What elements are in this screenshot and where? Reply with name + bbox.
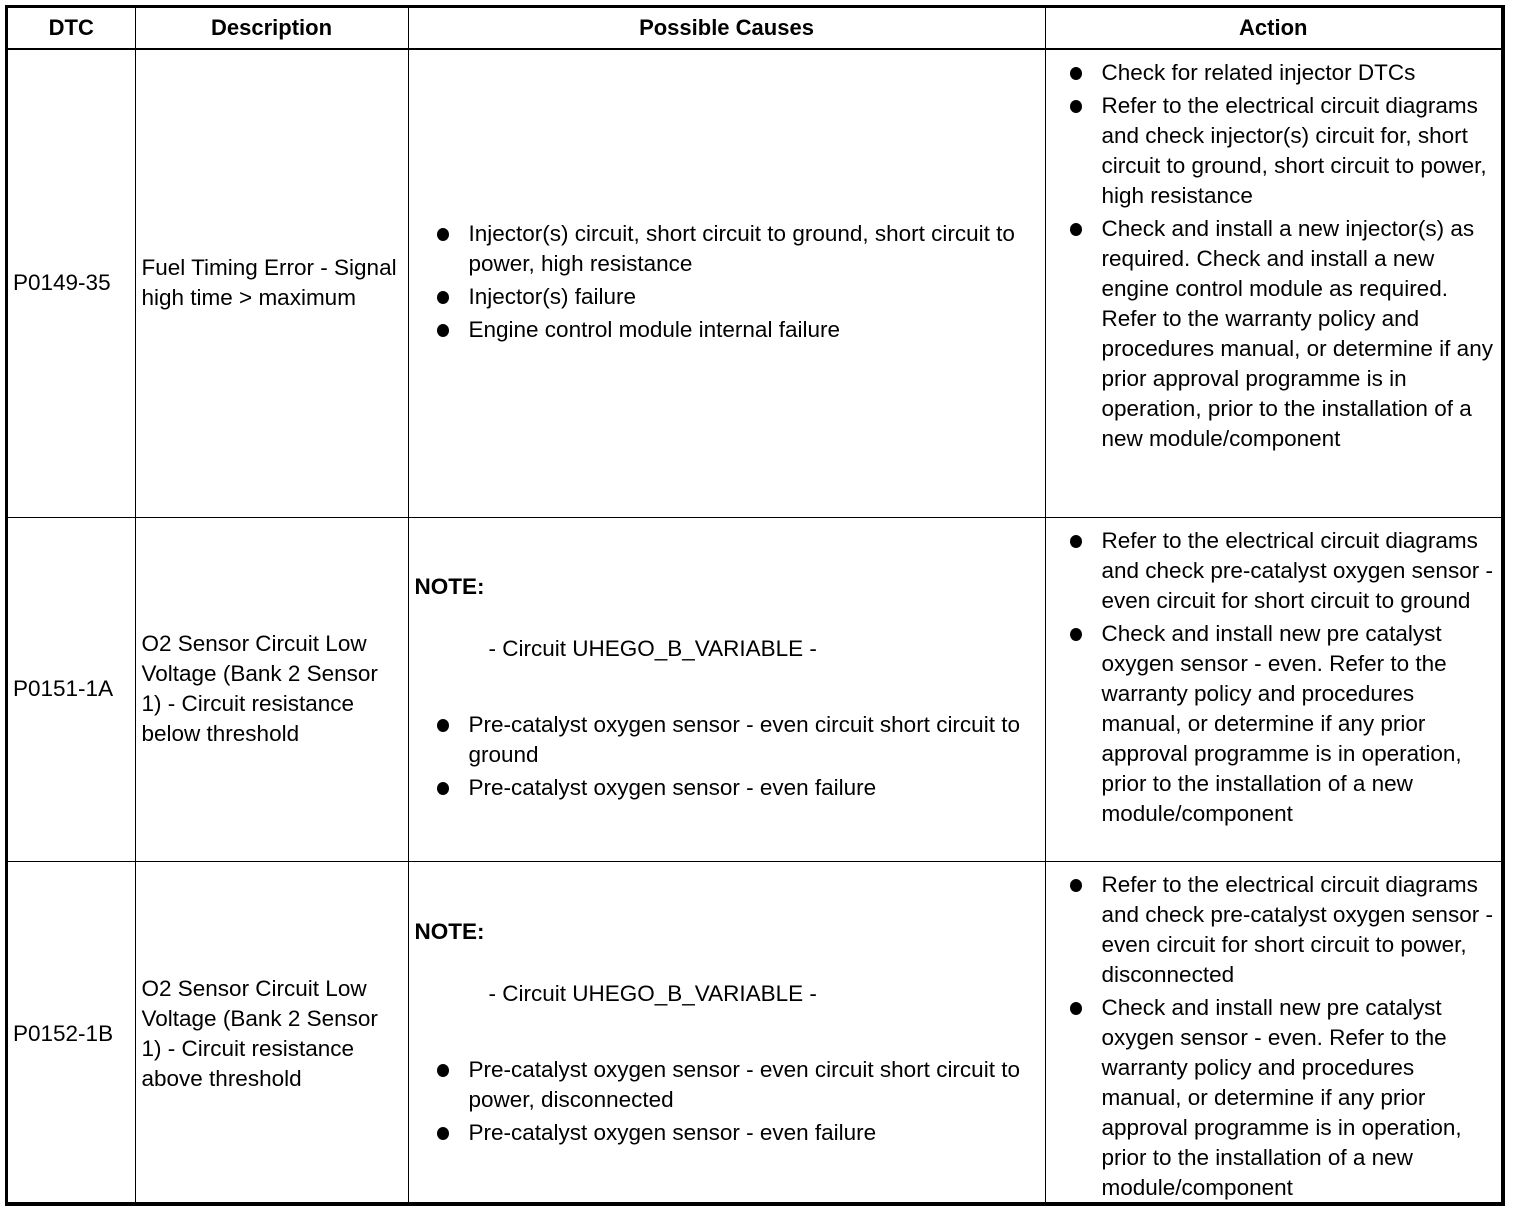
list-item: Pre-catalyst oxygen sensor - even failure <box>435 1118 1035 1148</box>
dtc-code: P0149-35 <box>8 49 135 517</box>
action-cell <box>1045 517 1501 861</box>
possible-causes-list <box>415 219 1035 345</box>
bullet-icon <box>1070 100 1082 113</box>
list-item: Pre-catalyst oxygen sensor - even failure <box>435 773 1035 803</box>
header-possible-causes: Possible Causes <box>408 8 1045 49</box>
list-item: Check and install new pre catalyst oxygen sensor - even. Refer to the warranty policy and procedures manual, or determine if any prior approval programme is in operation, prior to the installation of a new module/component <box>1068 993 1496 1203</box>
note-label: NOTE: <box>414 918 485 944</box>
dtc-description: O2 Sensor Circuit Low Voltage (Bank 2 Sensor 1) - Circuit resistance below threshold <box>135 517 408 861</box>
bullet-icon <box>437 291 449 304</box>
list-item: Check for related injector DTCs <box>1068 58 1496 88</box>
bullet-icon <box>437 782 449 795</box>
list-item: Refer to the electrical circuit diagrams and check pre-catalyst oxygen sensor - even circuit for short circuit to ground <box>1068 526 1496 616</box>
table-row <box>8 861 1501 1206</box>
dtc-table <box>8 8 1501 1206</box>
list-item: Check and install a new injector(s) as required. Check and install a new engine control module as required. Refer to the warranty policy and procedures manual, or determine if any prior approval programme is in operation, prior to the installation of a new module/component <box>1068 214 1496 454</box>
list-item: Injector(s) circuit, short circuit to ground, short circuit to power, high resistance <box>435 219 1035 279</box>
table-header-row <box>8 8 1501 49</box>
possible-causes-list <box>415 710 1035 803</box>
header-description: Description <box>135 8 408 49</box>
action-list <box>1068 870 1496 1203</box>
list-item: Engine control module internal failure <box>435 315 1035 345</box>
possible-causes-cell <box>408 49 1045 517</box>
note-label: NOTE: <box>414 574 485 599</box>
action-cell <box>1045 49 1501 517</box>
bullet-icon <box>437 1127 449 1140</box>
possible-causes-cell <box>408 861 1045 1206</box>
dtc-code: P0151-1A <box>8 517 135 861</box>
action-list <box>1068 58 1496 454</box>
bullet-icon <box>437 719 449 732</box>
list-item: Refer to the electrical circuit diagrams and check pre-catalyst oxygen sensor - even circuit for short circuit to power, disconnected <box>1068 870 1496 990</box>
bullet-icon <box>1070 223 1082 236</box>
bullet-icon <box>437 1064 449 1077</box>
bullet-icon <box>1070 879 1082 892</box>
bullet-icon <box>1070 67 1082 80</box>
bullet-icon <box>1070 1002 1082 1015</box>
action-cell <box>1045 861 1501 1206</box>
bullet-icon <box>437 324 449 337</box>
dtc-table-frame <box>5 5 1505 1206</box>
table-row <box>8 49 1501 517</box>
bullet-icon <box>1070 535 1082 548</box>
header-dtc: DTC <box>8 8 135 49</box>
list-item: Pre-catalyst oxygen sensor - even circuit short circuit to ground <box>435 710 1035 770</box>
list-item: Refer to the electrical circuit diagrams and check injector(s) circuit for, short circuit to ground, short circuit to power, high resistance <box>1068 91 1496 211</box>
header-action: Action <box>1045 8 1501 49</box>
list-item: Injector(s) failure <box>435 282 1035 312</box>
bullet-icon <box>437 228 449 241</box>
possible-causes-list <box>415 1055 1035 1148</box>
list-item: Check and install new pre catalyst oxygen sensor - even. Refer to the warranty policy and procedures manual, or determine if any prior approval programme is in operation, prior to the installation of a new module/component <box>1068 619 1496 829</box>
dtc-description: Fuel Timing Error - Signal high time > maximum <box>135 49 408 517</box>
dtc-code: P0152-1B <box>8 861 135 1206</box>
possible-causes-cell <box>408 517 1045 861</box>
list-item: Pre-catalyst oxygen sensor - even circuit short circuit to power, disconnected <box>435 1055 1035 1115</box>
note-circuit: - Circuit UHEGO_B_VARIABLE - <box>488 636 817 661</box>
table-row <box>8 517 1501 861</box>
dtc-description: O2 Sensor Circuit Low Voltage (Bank 2 Sensor 1) - Circuit resistance above threshold <box>135 861 408 1206</box>
note-circuit: - Circuit UHEGO_B_VARIABLE - <box>488 980 817 1006</box>
bullet-icon <box>1070 628 1082 641</box>
action-list <box>1068 526 1496 829</box>
